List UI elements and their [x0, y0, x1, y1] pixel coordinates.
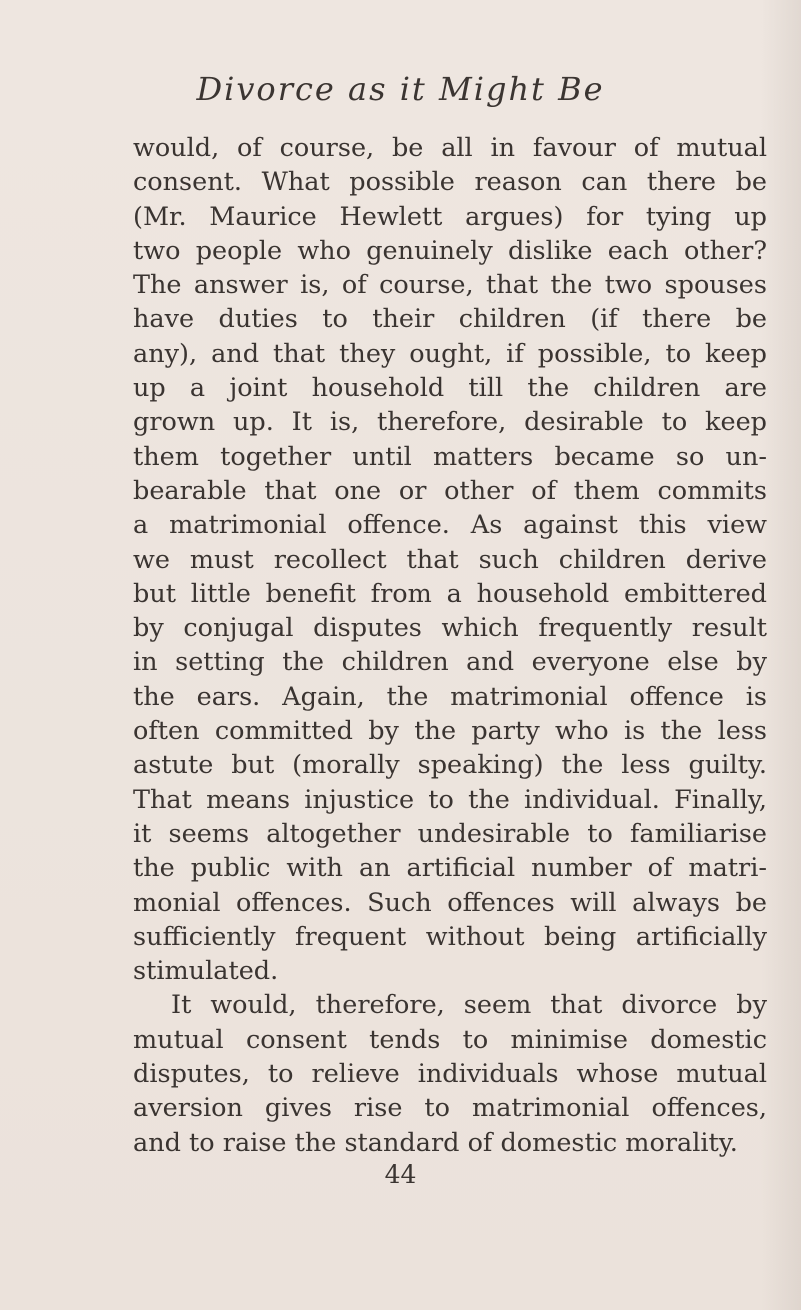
text-line: have duties to their children (if there be — [133, 304, 767, 335]
text-line: would, of course, be all in favour of mutual — [133, 133, 767, 163]
text-line: sufficiently frequent without being artificially — [133, 921, 767, 952]
text-line: the public with an artificial number of matri- — [133, 853, 767, 884]
running-title: Divorce as it Might Be — [196, 70, 605, 108]
paragraph-end-line: and to raise the standard of domestic morality. — [133, 1127, 738, 1158]
body-text — [133, 131, 767, 1160]
page-number: 44 — [384, 1160, 417, 1189]
text-line: up a joint household till the children are — [133, 373, 767, 404]
text-line: but little benefit from a household embittered — [133, 578, 767, 609]
text-line: the ears. Again, the matrimonial offence is — [133, 681, 767, 712]
text-line: often committed by the party who is the less — [133, 716, 767, 747]
text-line: consent. What possible reason can there be — [133, 167, 767, 198]
text-line: any), and that they ought, if possible, to keep — [133, 338, 767, 369]
paragraph-start-line: It would, therefore, seem that divorce by — [171, 990, 767, 1021]
text-line: by conjugal disputes which frequently result — [133, 613, 767, 644]
text-line: two people who genuinely dislike each other? — [133, 235, 767, 266]
text-line: a matrimonial offence. As against this view — [133, 510, 767, 541]
text-line: monial offences. Such offences will always be — [133, 887, 767, 918]
text-line: That means injustice to the individual. Finally, — [133, 784, 767, 815]
text-line: astute but (morally speaking) the less guilty. — [133, 750, 767, 781]
text-line: aversion gives rise to matrimonial offences, — [133, 1093, 767, 1124]
text-line: disputes, to relieve individuals whose mutual — [133, 1059, 767, 1090]
paragraph-end-line: stimulated. — [133, 956, 279, 987]
text-line: bearable that one or other of them commits — [133, 475, 767, 506]
text-line: The answer is, of course, that the two spouses — [133, 270, 767, 301]
text-line: in setting the children and everyone else by — [133, 647, 767, 678]
text-line: we must recollect that such children derive — [133, 544, 767, 575]
text-line: mutual consent tends to minimise domestic — [133, 1024, 767, 1055]
text-line: it seems altogether undesirable to familiarise — [133, 818, 767, 849]
text-line: grown up. It is, therefore, desirable to keep — [133, 407, 767, 438]
text-line: (Mr. Maurice Hewlett argues) for tying up — [133, 201, 767, 232]
text-line: them together until matters became so un- — [133, 441, 767, 472]
